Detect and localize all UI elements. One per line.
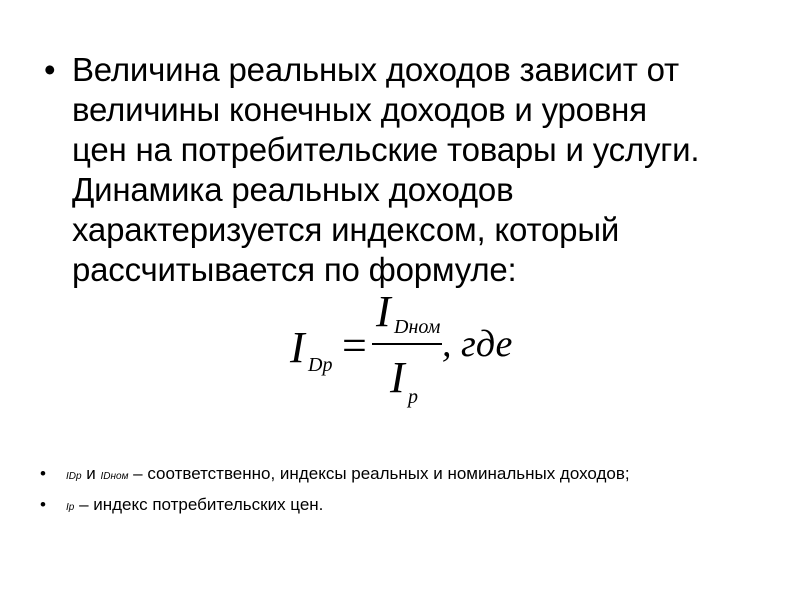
formula-numerator-symbol: I <box>376 287 391 336</box>
definition-symbol: IDp <box>66 471 82 482</box>
formula-equals: = <box>342 321 367 370</box>
definition-symbol: IDном <box>100 471 129 482</box>
main-text-line: рассчитывается по формуле: <box>72 251 517 288</box>
main-text-line: Величина реальных доходов зависит от <box>72 51 679 88</box>
main-text-line: величины конечных доходов и уровня <box>72 91 647 128</box>
definition-item <box>40 493 740 520</box>
formula-numerator-subscript: Dном <box>394 316 441 338</box>
definition-symbol: Ip <box>66 502 75 513</box>
definition-item <box>40 462 740 489</box>
formula-denominator-subscript: p <box>408 386 418 408</box>
definition-text: – соответственно, индексы реальных и номинальных доходов; <box>128 464 630 483</box>
definition-bullet: • <box>40 495 46 514</box>
main-paragraph <box>72 50 762 290</box>
definitions-list <box>40 462 740 524</box>
definition-text: – индекс потребительских цен. <box>74 495 324 514</box>
definition-conjunction: и <box>81 464 101 483</box>
definition-bullet: • <box>40 464 46 483</box>
formula-lhs-subscript: Dp <box>308 354 333 376</box>
formula-fraction-line <box>372 343 442 345</box>
main-text-line: характеризуется индексом, который <box>72 211 620 248</box>
main-text-line: Динамика реальных доходов <box>72 171 514 208</box>
formula <box>290 287 550 416</box>
formula-suffix: , где <box>442 323 513 365</box>
formula-denominator-symbol: I <box>390 353 405 402</box>
main-text-line: цен на потребительские товары и услуги. <box>72 131 700 168</box>
main-bullet: • <box>44 51 56 88</box>
formula-lhs-symbol: I <box>290 323 305 372</box>
